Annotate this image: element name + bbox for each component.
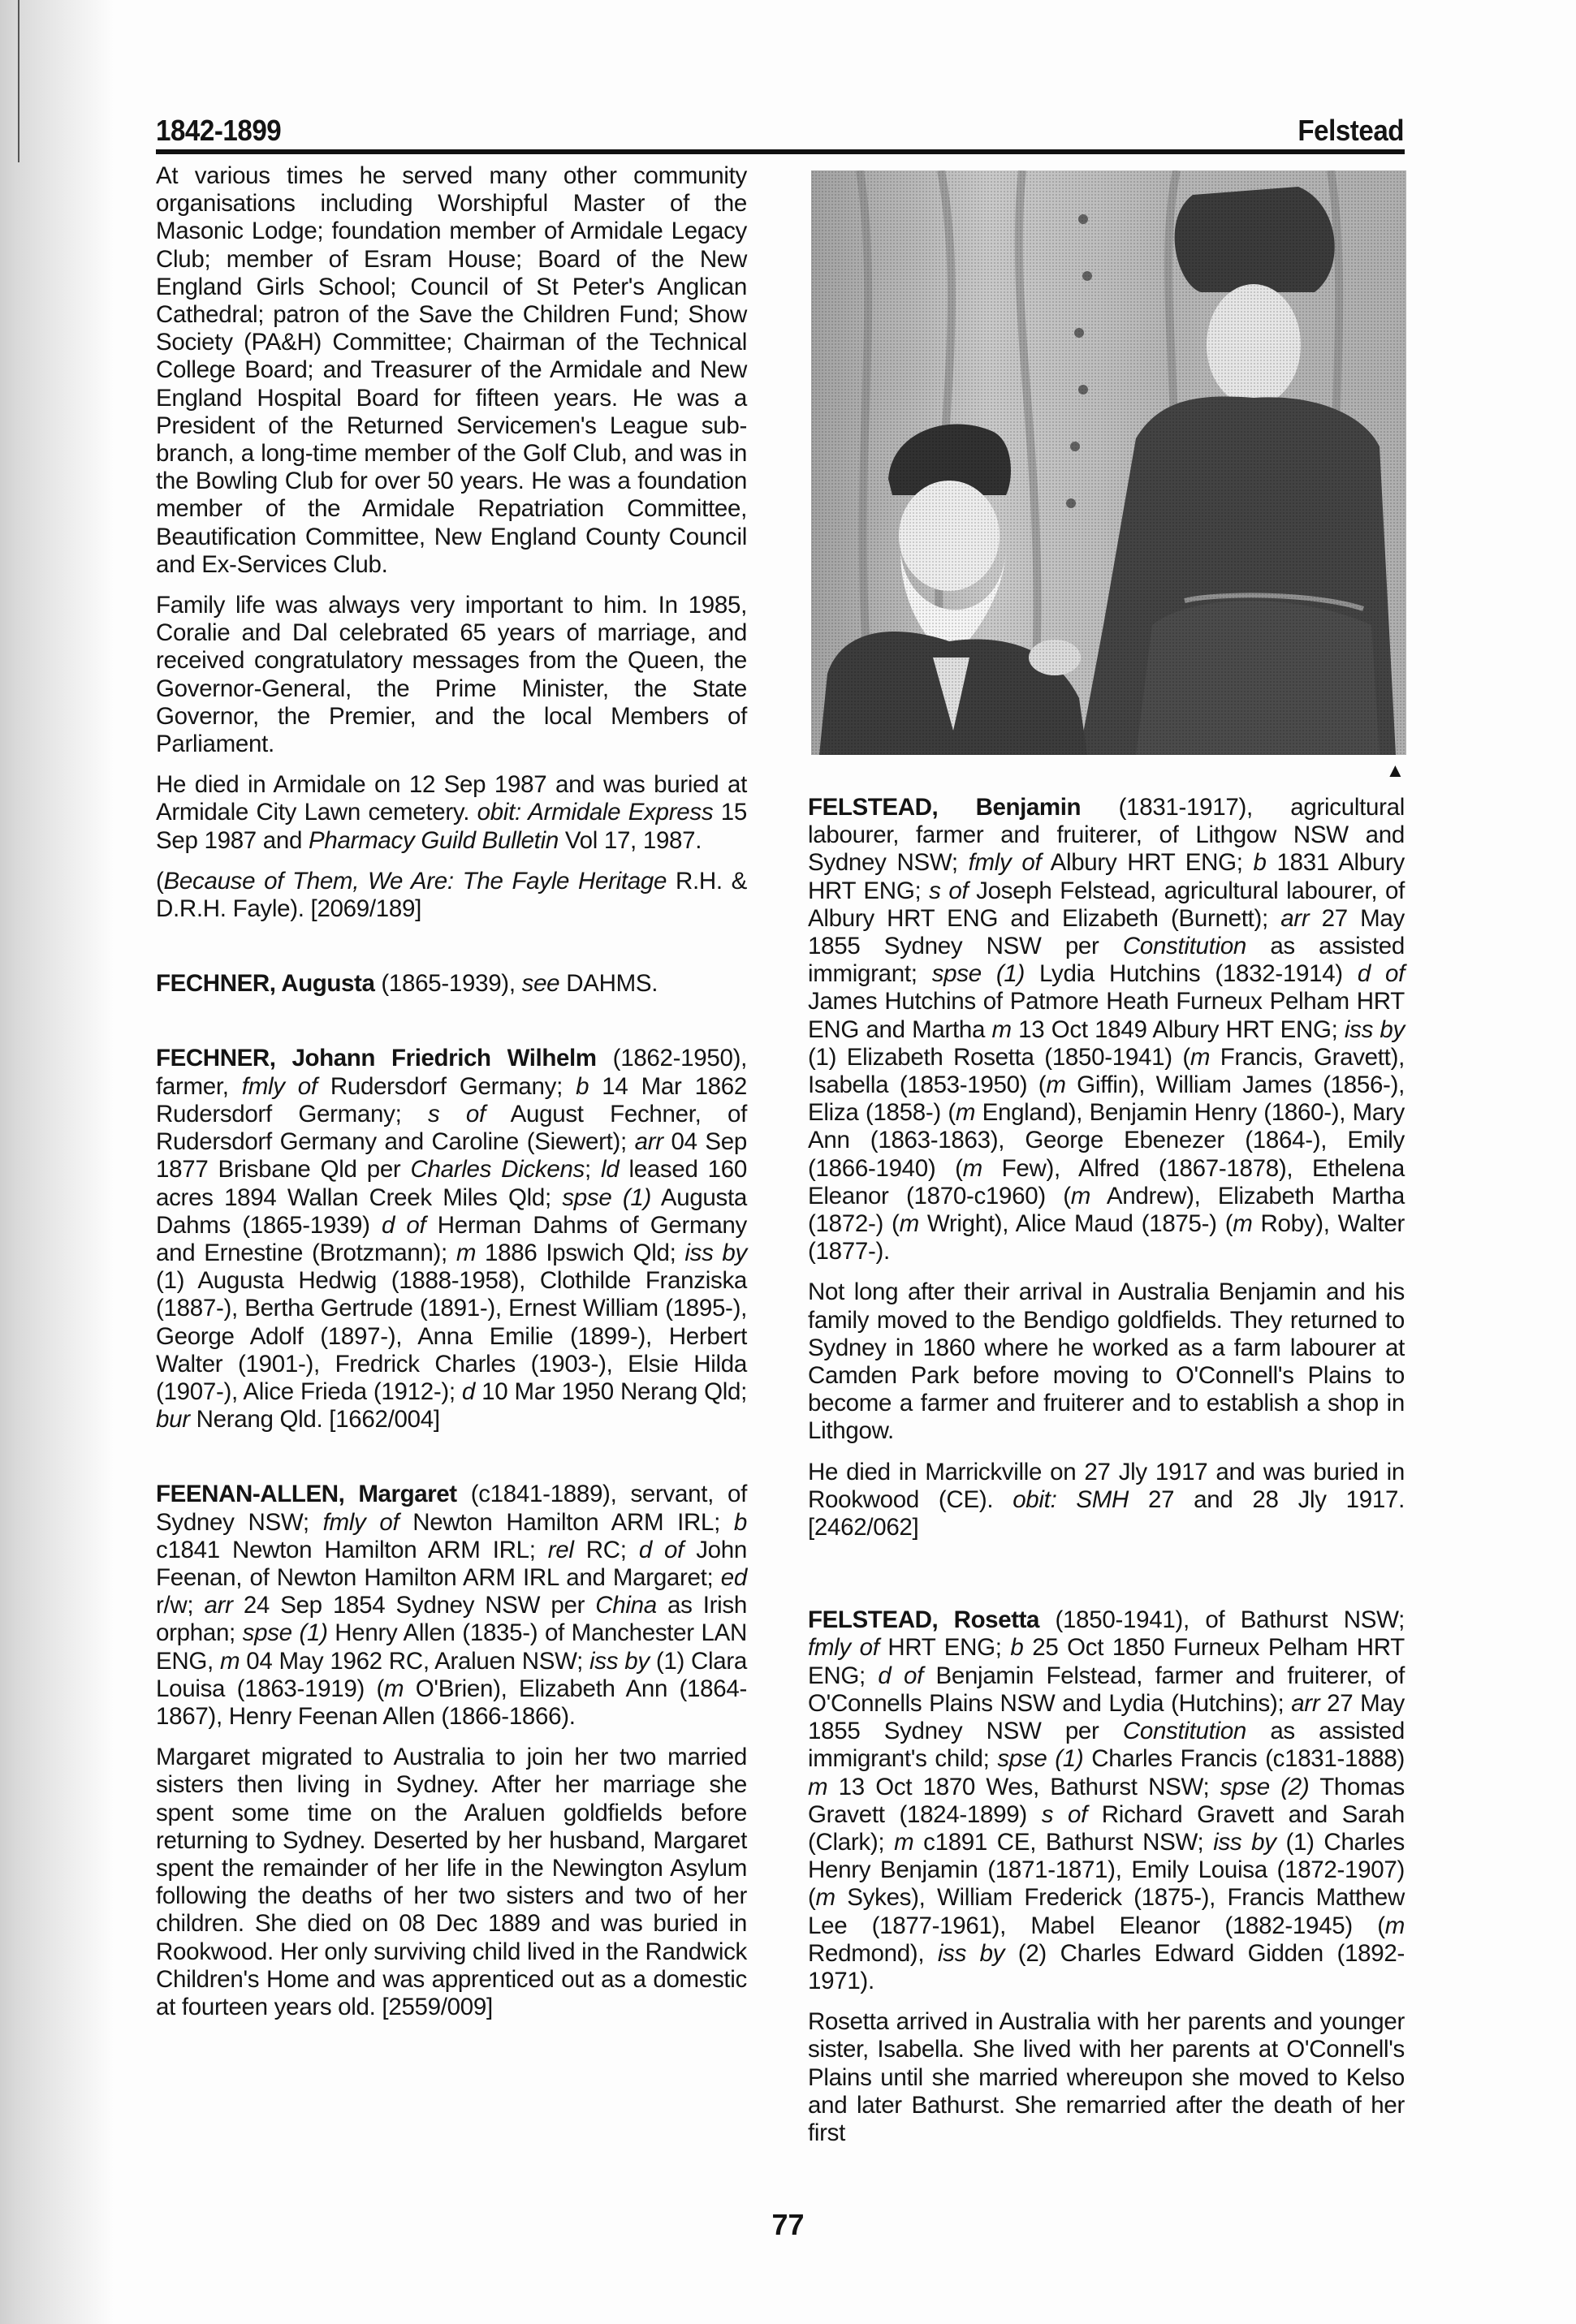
abbrev: m [1190, 1043, 1211, 1071]
entry-fechner-johann [156, 1045, 747, 1434]
running-head-right: Felstead [1298, 114, 1404, 147]
text: Lydia Hutchins (1832-1914) [1025, 960, 1358, 988]
entry-felstead-rosetta [808, 1606, 1405, 1995]
text: James Hutchins of Patmore Heath Furneux Pelham HRT ENG and Martha [808, 988, 1405, 1043]
text: (1) Clara Louisa (1863-1919) ( [156, 1647, 747, 1702]
abbrev: m [219, 1647, 240, 1675]
text: (1865-1939), [374, 970, 522, 998]
abbrev: m [955, 1099, 976, 1127]
cross-reference: DAHMS. [559, 970, 658, 998]
portrait-photo [811, 170, 1406, 755]
text: as Irish orphan; [156, 1592, 747, 1647]
text: August Fechner, of Rudersdorf Germany and Caroline (Siewert); [156, 1100, 747, 1156]
abbrev: b [733, 1508, 747, 1536]
source-citation [156, 868, 747, 923]
abbrev: iss by [684, 1239, 747, 1266]
page-binding-shadow [0, 0, 114, 2324]
text: 27 and 28 Jly 1917. [2462/062] [808, 1485, 1405, 1541]
text: Benjamin Felstead, farmer and fruiterer, of O'Connells Plains NSW and Lydia (Hutchins); [808, 1662, 1405, 1717]
text: RC; [573, 1536, 639, 1563]
abbrev: m [1384, 1912, 1405, 1939]
text: ( [156, 867, 164, 895]
abbrev: d of [1357, 960, 1405, 988]
text: 24 Sep 1854 Sydney NSW per [232, 1592, 596, 1619]
abbrev: m [456, 1239, 477, 1266]
text: as assisted immigrant; [808, 933, 1405, 988]
text: r/w; [156, 1592, 205, 1619]
abbrev: fmly of [322, 1508, 399, 1536]
abbrev: m [962, 1154, 982, 1182]
page-number: 77 [771, 2208, 805, 2241]
binding-edge-line [18, 0, 19, 162]
abbrev: spse (1) [242, 1619, 328, 1647]
ship-name: Charles Dickens [410, 1156, 585, 1184]
text: Few), Alfred (1867-1878), Ethelena Eleanor (1870-c1960) ( [808, 1154, 1405, 1209]
abbrev: arr [634, 1128, 663, 1156]
entry-felstead-benjamin [808, 794, 1405, 1265]
abbrev: fmly of [808, 1634, 879, 1662]
text: HRT ENG; [879, 1634, 1011, 1662]
text: 15 Sep 1987 and [156, 799, 748, 854]
abbrev: s of [929, 877, 969, 904]
right-column [808, 162, 1405, 2160]
abbrev: m [991, 1015, 1012, 1043]
text: O'Brien), Elizabeth Ann (1864-1867), Henry Feenan Allen (1866-1866). [156, 1675, 747, 1730]
text: He died in Marrickville on 27 Jly 1917 and was buried in Rookwood (CE). [808, 1458, 1405, 1513]
abbrev: m [815, 1884, 835, 1912]
text: (1) Charles Henry Benjamin (1871-1871), Emily Louisa (1872-1907) ( [808, 1828, 1405, 1912]
text: (1850-1941), of Bathurst NSW; [1039, 1606, 1405, 1634]
text: Andrew), Elizabeth Martha (1872-) ( [808, 1182, 1405, 1238]
abbrev: spse (2) [1220, 1773, 1310, 1800]
text: (1) Augusta Hedwig (1888-1958), Clothilde Franziska (1887-), Bertha Gertrude (1891-), Ernest William (1895-), George Adolf (1897-), Anna Emilie (1899-), Herbert Walter (1901-), Fredrick Charles (1903-), Elsie Hilda (1907-), Alice Frieda (1912-); [156, 1267, 747, 1405]
obit-label: obit: SMH [1013, 1485, 1129, 1513]
obit-label: obit: Armidale Express [477, 799, 714, 826]
abbrev: arr [1280, 904, 1310, 932]
text: (1862-1950), farmer, [156, 1045, 748, 1100]
entry-headword: FECHNER, Johann Friedrich Wilhelm [156, 1045, 597, 1072]
text: Newton Hamilton ARM IRL; [399, 1508, 734, 1536]
text: Giffin), William James (1856-), Eliza (1858-) ( [808, 1071, 1405, 1127]
abbrev: spse (1) [997, 1745, 1084, 1773]
text: (2) Charles Edward Gidden (1892-1971). [808, 1939, 1405, 1994]
text: England), Benjamin Henry (1860-), Mary Ann (1863-1863), George Ebenezer (1864-), Emily (1866-1940) ( [808, 1099, 1405, 1182]
continuation-paragraph-3 [156, 771, 747, 855]
text: Sykes), William Frederick (1875-), Francis Matthew Lee (1877-1961), Mabel Eleanor (1882-1945) ( [808, 1884, 1405, 1939]
text: Thomas Gravett (1824-1899) [808, 1773, 1405, 1828]
text: 10 Mar 1950 Nerang Qld; [475, 1378, 747, 1405]
text: Herman Dahms of Germany and Ernestine (Brotzmann); [156, 1211, 747, 1266]
abbrev: d [461, 1378, 475, 1405]
entry-marker-triangle-icon: ▲ [1385, 760, 1405, 782]
abbrev: m [1233, 1210, 1253, 1238]
text: Rudersdorf Germany; [317, 1072, 576, 1100]
abbrev: iss by [1344, 1015, 1405, 1043]
abbrev: d of [638, 1536, 684, 1563]
abbrev: s of [1041, 1800, 1087, 1828]
ship-name: China [595, 1592, 657, 1619]
text: Vol 17, 1987. [558, 826, 702, 854]
ship-name: Constitution [1122, 1718, 1247, 1745]
portrait-photo-icon [811, 170, 1406, 755]
see-label: see [521, 970, 560, 998]
text: He died in Armidale on 12 Sep 1987 and was buried at Armidale City Lawn cemetery. [156, 771, 747, 826]
book-title: Because of Them, We Are: The Fayle Heritage [163, 867, 667, 895]
text: 04 May 1962 RC, Araluen NSW; [240, 1647, 590, 1675]
abbrev: ld [601, 1156, 620, 1184]
abbrev: iss by [937, 1939, 1005, 1967]
running-head-left: 1842-1899 [156, 114, 282, 147]
abbrev: m [1070, 1182, 1091, 1209]
text: 04 Sep 1877 Brisbane Qld per [156, 1128, 747, 1184]
entry-headword: FECHNER, Augusta [156, 970, 375, 998]
text: Redmond), [808, 1939, 938, 1967]
text: Henry Allen (1835-) of Manchester LAN ENG, [156, 1619, 747, 1675]
text: Roby), Walter (1877-). [808, 1210, 1405, 1265]
text: 14 Mar 1862 Rudersdorf Germany; [156, 1072, 747, 1128]
text: 13 Oct 1849 Albury HRT ENG; [1011, 1015, 1345, 1043]
publication-title: Pharmacy Guild Bulletin [309, 826, 559, 854]
text: 1831 Albury HRT ENG; [808, 849, 1405, 904]
left-column [156, 162, 747, 2034]
text: ; [585, 1156, 601, 1184]
abbrev: iss by [589, 1647, 650, 1675]
abbrev: s of [427, 1100, 486, 1128]
text: 13 Oct 1870 Wes, Bathurst NSW; [827, 1773, 1220, 1800]
abbrev: ed [720, 1563, 747, 1591]
text: 1886 Ipswich Qld; [476, 1239, 685, 1266]
text: leased 160 acres 1894 Wallan Creek Miles Qld; [156, 1156, 747, 1211]
entry-fechner-augusta [156, 970, 747, 998]
text: (c1841-1889), servant, of Sydney NSW; [156, 1481, 747, 1536]
text: as assisted immigrant's child; [808, 1718, 1405, 1773]
abbrev: m [1046, 1071, 1066, 1099]
abbrev: spse (1) [931, 960, 1025, 988]
entry-feenan-allen [156, 1481, 747, 1731]
abbrev: m [808, 1773, 828, 1800]
text: Joseph Felstead, agricultural labourer, of Albury HRT ENG and Elizabeth (Burnett); [808, 877, 1405, 932]
text: R.H. & D.R.H. Fayle). [2069/189] [156, 867, 748, 923]
abbrev: m [384, 1675, 404, 1702]
feenan-allen-biography: Margaret migrated to Australia to join her two married sisters then living in Sydney. After her marriage she spent some time on the Araluen goldfields before returning to Sydney. Deserted by her husband, Margaret spent the remainder of her life in the Newington Asylum following the deaths of her two sisters and two of her children. She died on 08 Dec 1889 and was buried in Rookwood. Her only surviving child lived in the Randwick Children's Home and was apprenticed out as a domestic at fourteen years old. [2559/009] [156, 1744, 747, 2020]
text: 25 Oct 1850 Furneux Pelham HRT ENG; [808, 1634, 1405, 1689]
header-rule [156, 149, 1405, 154]
abbrev: b [1010, 1634, 1024, 1662]
abbrev: m [899, 1210, 919, 1238]
abbrev: m [894, 1828, 914, 1856]
felstead-benjamin-death [808, 1459, 1405, 1542]
abbrev: b [576, 1072, 589, 1100]
ship-name: Constitution [1122, 933, 1247, 960]
text: Nerang Qld. [1662/004] [189, 1406, 440, 1434]
text: Charles Francis (c1831-1888) [1083, 1745, 1405, 1773]
felstead-rosetta-biography: Rosetta arrived in Australia with her parents and younger sister, Isabella. She lived with her parents at O'Connell's Plains until she married whereupon she moved to Kelso and later Bathurst. She remarried after the death of her first [808, 2008, 1405, 2146]
text: John Feenan, of Newton Hamilton ARM IRL and Margaret; [156, 1536, 747, 1591]
abbrev: arr [204, 1592, 233, 1619]
entry-headword: FELSTEAD, Benjamin [808, 794, 1082, 821]
text: Wright), Alice Maud (1875-) ( [918, 1210, 1233, 1238]
abbrev: b [1253, 849, 1267, 877]
continuation-paragraph-2: Family life was always very important to him. In 1985, Coralie and Dal celebrated 65 years of marriage, and received congratulatory messages from the Queen, the Governor-General, the Prime Minister, the State Governor, the Premier, and the local Members of Parliament. [156, 592, 747, 758]
abbrev: spse (1) [562, 1184, 652, 1211]
entry-headword: FEENAN-ALLEN, Margaret [156, 1481, 457, 1508]
text: Augusta Dahms (1865-1939) [156, 1184, 747, 1239]
text: c1841 Newton Hamilton ARM IRL; [156, 1536, 548, 1563]
text: Francis, Gravett), Isabella (1853-1950) ( [808, 1043, 1405, 1099]
abbrev: fmly of [241, 1072, 317, 1100]
abbrev: rel [547, 1536, 574, 1563]
text: (1831-1917), agricultural labourer, farmer and fruiterer, of Lithgow NSW and Sydney NSW; [808, 794, 1405, 877]
text: Richard Gravett and Sarah (Clark); [808, 1800, 1405, 1856]
text: Albury HRT ENG; [1041, 849, 1254, 877]
felstead-benjamin-biography: Not long after their arrival in Australia Benjamin and his family moved to the Bendigo goldfields. They returned to Sydney in 1860 where he worked as a farm labourer at Camden Park before moving to O'Connell's Plains to become a farmer and fruiterer and to establish a shop in Lithgow. [808, 1278, 1405, 1445]
abbrev: d of [878, 1662, 923, 1689]
text: 27 May 1855 Sydney NSW per [808, 1689, 1405, 1745]
abbrev: bur [156, 1406, 190, 1434]
halftone-overlay [811, 170, 1406, 755]
abbrev: arr [1291, 1689, 1320, 1717]
text: (1) Elizabeth Rosetta (1850-1941) ( [808, 1043, 1190, 1071]
abbrev: iss by [1213, 1828, 1276, 1856]
abbrev: fmly of [968, 849, 1042, 877]
text: c1891 CE, Bathurst NSW; [913, 1828, 1214, 1856]
abbrev: d of [382, 1211, 426, 1239]
entry-headword: FELSTEAD, Rosetta [808, 1606, 1040, 1634]
text: 27 May 1855 Sydney NSW per [808, 904, 1405, 960]
continuation-paragraph-1: At various times he served many other community organisations including Worshipful Master of the Masonic Lodge; foundation member of Armidale Legacy Club; member of Esram House; Board of the New England Girls School; Council of St Peter's Anglican Cathedral; patron of the Save the Children Fund; Show Society (PA&H) Committee; Chairman of the Technical College Board; and Treasurer of the Armidale and New England Hospital Board for fifteen years. He was a President of the Returned Servicemen's League sub-branch, a long-time member of the Golf Club, and was in the Bowling Club for over 50 years. He was a foundation member of the Armidale Repatriation Committee, Beautification Committee, New England County Council and Ex-Services Club. [156, 162, 747, 578]
